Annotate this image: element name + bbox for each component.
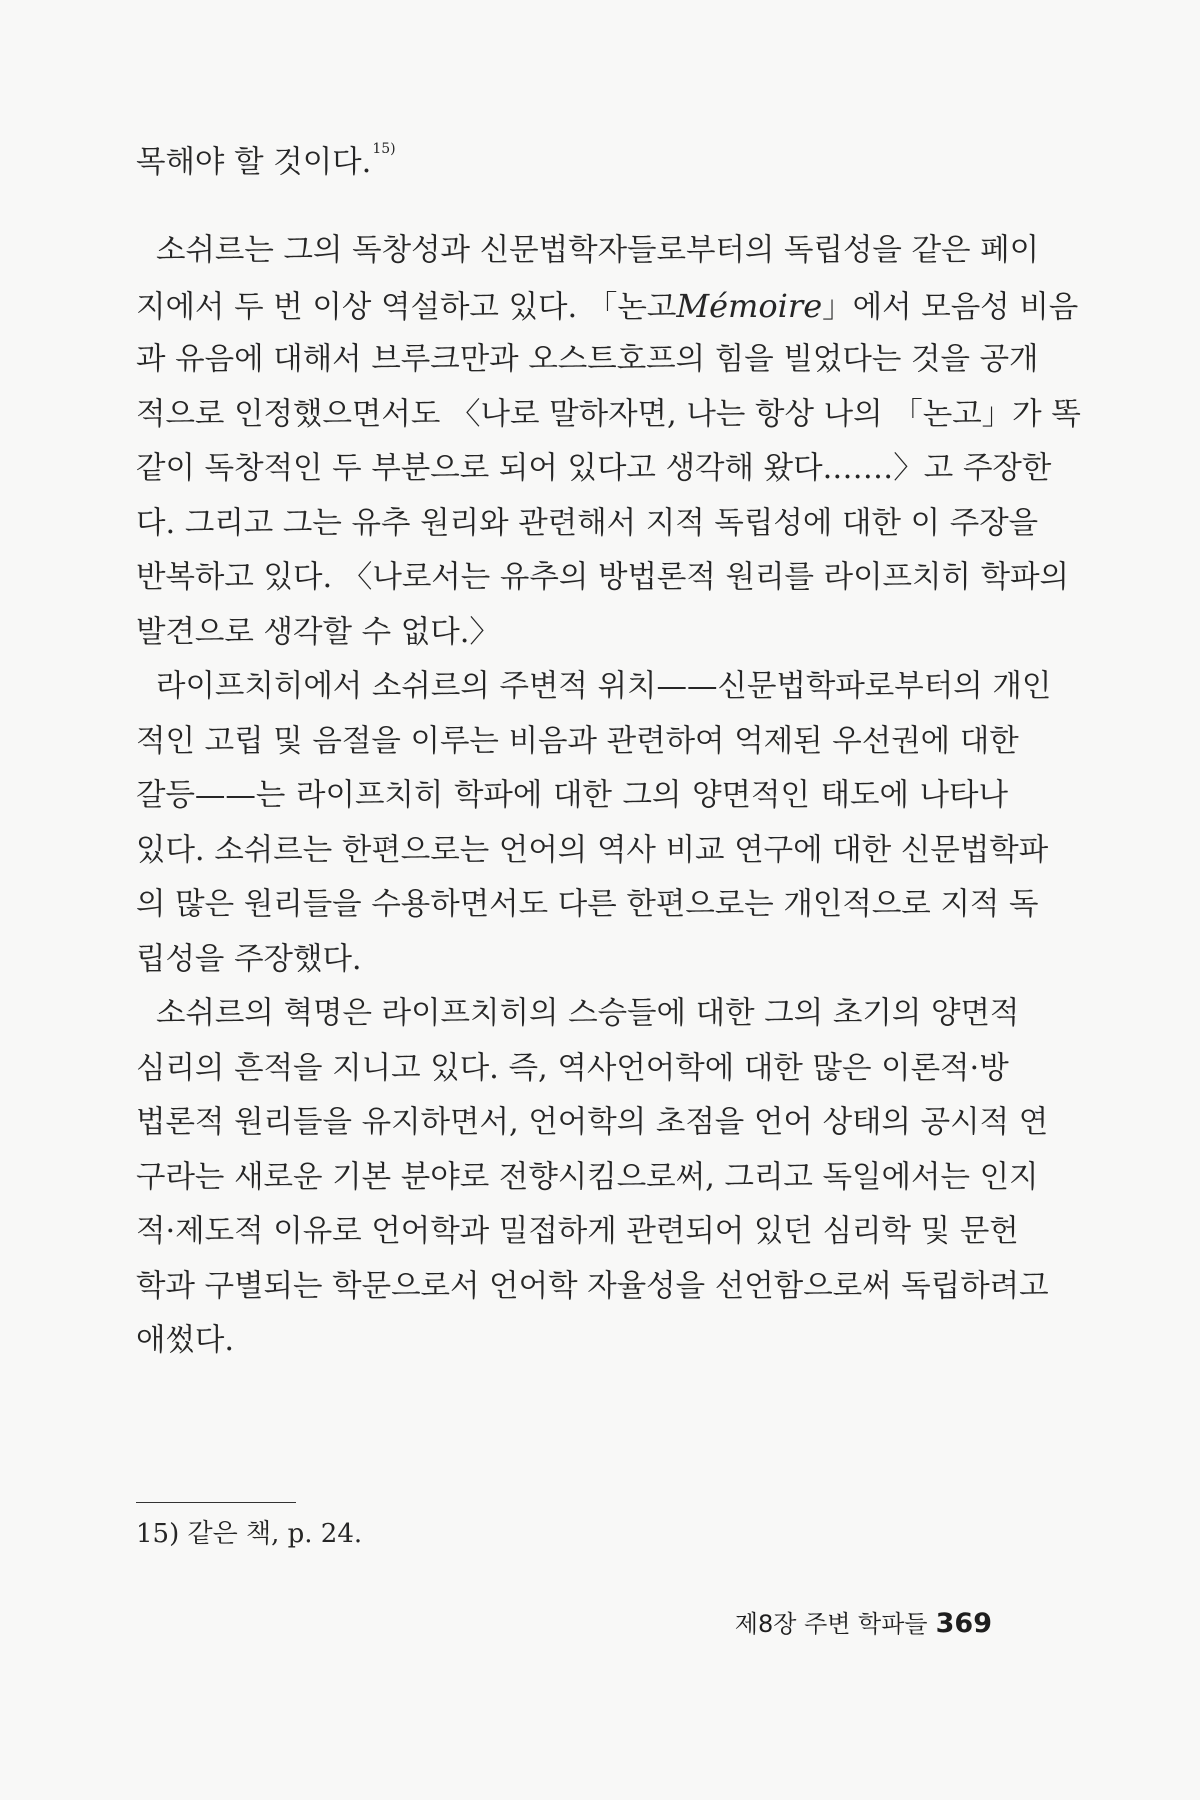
- paragraph-line: 적·제도적 이유로 언어학과 밀접하게 관련되어 있던 심리학 및 문헌: [136, 1214, 1019, 1249]
- paragraph-line: 애썼다.: [136, 1323, 235, 1358]
- paragraph-line: 립성을 주장했다.: [136, 941, 362, 977]
- paragraph-line: 소쉬르는 그의 독창성과 신문법학자들로부터의 독립성을 같은 페이: [156, 233, 1040, 268]
- paragraph-line: 발견으로 생각할 수 없다.〉: [136, 614, 500, 650]
- paragraph-line: 과 유음에 대해서 브루크만과 오스트호프의 힘을 빌었다는 것을 공개: [136, 342, 1039, 377]
- footnote-reference: 15): [372, 141, 396, 157]
- continuation-text: 목해야 할 것이다.: [136, 145, 372, 181]
- chapter-title: 제8장 주변 학파들: [734, 1610, 928, 1638]
- paragraph-line: 의 많은 원리들을 수용하면서도 다른 한편으로는 개인적으로 지적 독: [136, 887, 1039, 922]
- paragraph-1: [136, 224, 1081, 660]
- continuation-line: [136, 130, 1008, 185]
- paragraph-line: 구라는 새로운 기본 분야로 전향시킴으로써, 그리고 독일에서는 인지: [136, 1159, 1039, 1195]
- paragraph-line: 다. 그리고 그는 유추 원리와 관련해서 지적 독립성에 대한 이 주장을: [136, 505, 1039, 541]
- footnote: 15) 같은 책, p. 24.: [136, 1519, 363, 1549]
- paragraph-line: 지에서 두 번 이상 역설하고 있다. 「논고Mémoire」에서 모음성 비음: [136, 286, 1079, 325]
- paragraph-line: 갈등——는 라이프치히 학파에 대한 그의 양면적인 태도에 나타나: [136, 778, 1008, 813]
- running-footer: [735, 1604, 992, 1644]
- paragraph-line: 라이프치히에서 소쉬르의 주변적 위치——신문법학파로부터의 개인: [156, 669, 1052, 704]
- paragraph-2: [136, 660, 1052, 987]
- paragraph-line: 적인 고립 및 음절을 이루는 비음과 관련하여 억제된 우선권에 대한: [136, 723, 1019, 759]
- paragraph-line: 법론적 원리들을 유지하면서, 언어학의 초점을 언어 상태의 공시적 연: [136, 1105, 1049, 1140]
- italic-term: Mémoire: [676, 286, 823, 325]
- footnote-divider: [136, 1502, 296, 1503]
- page-number: 369: [935, 1608, 992, 1639]
- paragraph-line: 학과 구별되는 학문으로서 언어학 자율성을 선언함으로써 독립하려고: [136, 1268, 1049, 1304]
- paragraph-line: 있다. 소쉬르는 한편으로는 언어의 역사 비교 연구에 대한 신문법학파: [136, 832, 1049, 868]
- paragraph-line: 소쉬르의 혁명은 라이프치히의 스승들에 대한 그의 초기의 양면적: [156, 996, 1020, 1031]
- paragraph-line: 반복하고 있다. 〈나로서는 유추의 방법론적 원리를 라이프치히 학파의: [136, 560, 1070, 595]
- paragraph-line: 같이 독창적인 두 부분으로 되어 있다고 생각해 왔다.……〉고 주장한: [136, 451, 1052, 486]
- paragraph-line: 적으로 인정했으면서도 〈나로 말하자면, 나는 항상 나의 「논고」가 똑: [136, 396, 1081, 432]
- paragraph-3: [136, 987, 1049, 1369]
- paragraph-line: 심리의 흔적을 지니고 있다. 즉, 역사언어학에 대한 많은 이론적·방: [136, 1050, 1009, 1086]
